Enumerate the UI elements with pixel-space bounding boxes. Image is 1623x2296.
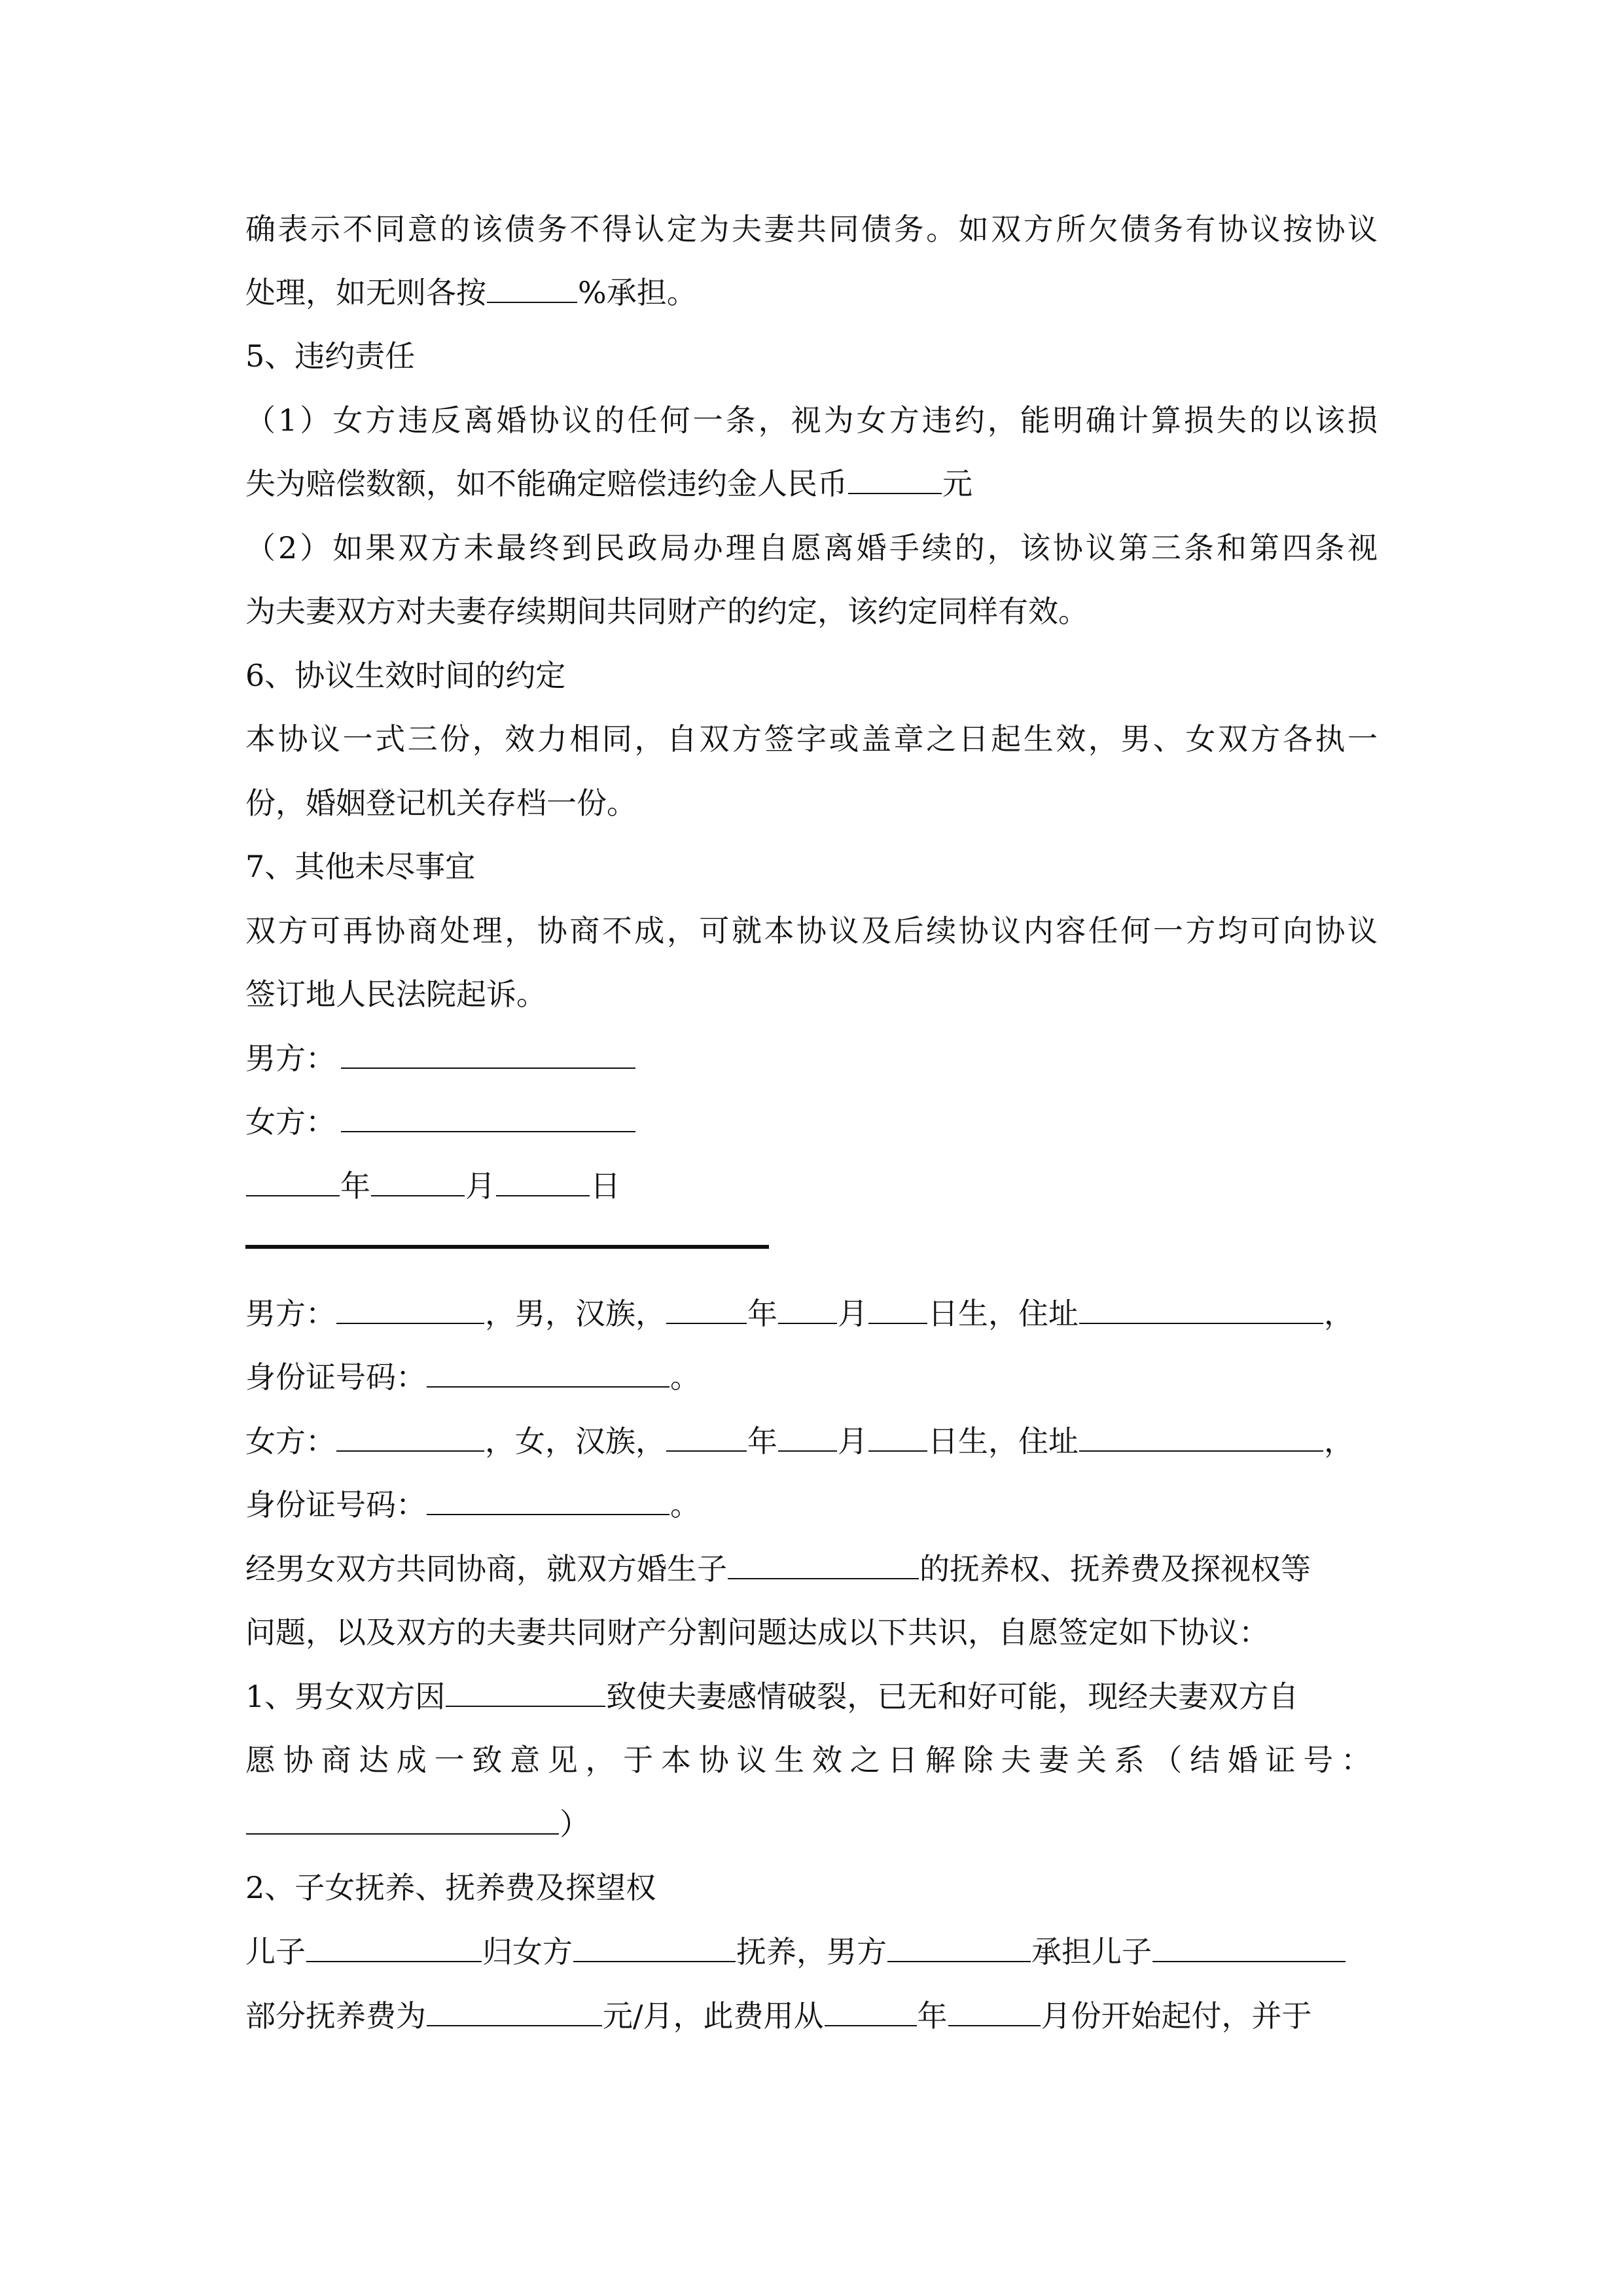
female-birth-month-blank[interactable] <box>778 1422 837 1452</box>
section-heading: 6、协议生效时间的约定 <box>245 658 566 693</box>
text-line: 双方可再协商处理，协商不成，可就本协议及后续协议内容任何一方均可向协议 <box>245 913 1378 948</box>
text: ， <box>1324 1296 1354 1331</box>
clause-2-line <box>245 1996 1312 2036</box>
male-id-row <box>245 1357 700 1397</box>
text: 年 <box>747 1296 777 1331</box>
year-blank[interactable] <box>246 1166 340 1196</box>
male-birth-month-blank[interactable] <box>778 1294 837 1324</box>
male-id-blank[interactable] <box>427 1357 669 1388</box>
text-line: （1）女方违反离婚协议的任何一条，视为女方违约，能明确计算损失的以该损 <box>245 403 1378 438</box>
text: 致使夫妻感情破裂，已无和好可能，现经夫妻双方自 <box>606 1679 1299 1714</box>
son-support-blank[interactable] <box>1152 1932 1346 1962</box>
female-birth-day-blank[interactable] <box>868 1422 927 1452</box>
son-name-blank[interactable] <box>306 1932 482 1962</box>
text: 承担儿子 <box>1031 1934 1152 1969</box>
text: ，男，汉族， <box>485 1296 666 1331</box>
intro-line <box>245 1549 1311 1588</box>
female-name-blank[interactable] <box>336 1422 484 1452</box>
text: 月 <box>838 1424 868 1459</box>
text-line: 为夫妻双方对夫妻存续期间共同财产的约定，该约定同样有效。 <box>245 594 1088 629</box>
text: 1、男女双方因 <box>245 1679 446 1714</box>
female-signature-row <box>245 1102 636 1141</box>
female-id-blank[interactable] <box>427 1485 669 1515</box>
male-birth-day-blank[interactable] <box>868 1294 927 1324</box>
day-label: 日 <box>590 1168 620 1204</box>
marriage-certificate-number-blank[interactable] <box>246 1804 559 1835</box>
male-payer-blank[interactable] <box>887 1932 1031 1962</box>
text-line: 份，婚姻登记机关存档一份。 <box>245 785 637 821</box>
male-signature-label: 男方： <box>245 1041 336 1076</box>
female-birth-year-blank[interactable] <box>666 1422 747 1452</box>
day-blank[interactable] <box>496 1166 590 1196</box>
female-info-row <box>245 1422 1354 1461</box>
text: 女方： <box>245 1424 336 1459</box>
text: 。 <box>670 1487 700 1522</box>
text: 月 <box>838 1296 868 1331</box>
text: 年 <box>747 1424 777 1459</box>
month-blank[interactable] <box>371 1166 465 1196</box>
text: 归女方 <box>482 1934 573 1969</box>
male-info-row <box>245 1294 1354 1333</box>
text: 部分抚养费为 <box>245 1998 426 2034</box>
text: 处理，如无则各按 <box>245 275 486 310</box>
start-month-blank[interactable] <box>948 1996 1041 2026</box>
start-year-blank[interactable] <box>825 1996 917 2026</box>
text: %承担。 <box>578 275 697 310</box>
child-name-blank[interactable] <box>728 1549 919 1579</box>
text-line: 签订地人民法院起诉。 <box>245 977 546 1012</box>
month-label: 月 <box>465 1168 495 1204</box>
signature-date-row <box>245 1166 620 1206</box>
female-signature-blank[interactable] <box>341 1102 635 1132</box>
text: 儿子 <box>245 1934 306 1969</box>
text: 身份证号码： <box>245 1487 426 1522</box>
percentage-blank[interactable] <box>487 273 577 303</box>
clause-1-line <box>245 1677 1298 1716</box>
section-heading: 2、子女抚养、抚养费及探望权 <box>245 1870 656 1905</box>
text-line: 本协议一式三份，效力相同，自双方签字或盖章之日起生效，男、女双方各执一 <box>245 721 1378 757</box>
text: 元/月，此费用从 <box>603 1998 824 2034</box>
text-line <box>245 464 972 503</box>
custodian-blank[interactable] <box>573 1932 736 1962</box>
text: ， <box>1324 1424 1354 1459</box>
text: 日生，住址 <box>928 1296 1079 1331</box>
text: 年 <box>917 1998 948 2034</box>
text: 失为赔偿数额，如不能确定赔偿违约金人民币 <box>245 466 847 501</box>
monthly-amount-blank[interactable] <box>427 1996 602 2026</box>
text: 抚养，男方 <box>736 1934 887 1969</box>
clause-1-line <box>245 1804 590 1844</box>
text: 。 <box>670 1359 700 1395</box>
text: 经男女双方共同协商，就双方婚生子 <box>245 1551 727 1587</box>
text: 日生，住址 <box>928 1424 1079 1459</box>
text: 身份证号码： <box>245 1359 426 1395</box>
text-line: 确表示不同意的该债务不得认定为夫妻共同债务。如双方所欠债务有协议按协议 <box>245 211 1378 247</box>
male-name-blank[interactable] <box>336 1294 484 1324</box>
clause-1-line: 愿协商达成一致意见，于本协议生效之日解除夫妻关系（结婚证号： <box>245 1742 1378 1778</box>
text: ） <box>560 1806 590 1842</box>
text-line <box>245 273 697 312</box>
year-label: 年 <box>340 1168 370 1204</box>
female-signature-label: 女方： <box>245 1104 336 1139</box>
female-id-row <box>245 1485 700 1524</box>
text: 元 <box>942 466 972 501</box>
section-heading: 7、其他未尽事宜 <box>245 849 476 884</box>
male-signature-row <box>245 1039 636 1078</box>
male-address-blank[interactable] <box>1079 1294 1323 1324</box>
penalty-amount-blank[interactable] <box>848 464 942 494</box>
text: 月份开始起付，并于 <box>1041 1998 1312 2034</box>
female-address-blank[interactable] <box>1079 1422 1323 1452</box>
intro-line: 问题，以及双方的夫妻共同财产分割问题达成以下共识，自愿签定如下协议： <box>245 1615 1269 1650</box>
section-heading: 5、违约责任 <box>245 338 416 374</box>
section-divider <box>245 1245 769 1249</box>
divorce-reason-blank[interactable] <box>446 1677 605 1707</box>
clause-2-line <box>245 1932 1346 1971</box>
male-birth-year-blank[interactable] <box>666 1294 747 1324</box>
text: 的抚养权、抚养费及探视权等 <box>919 1551 1311 1587</box>
text-line: （2）如果双方未最终到民政局办理自愿离婚手续的，该协议第三条和第四条视 <box>245 530 1378 565</box>
text: 男方： <box>245 1296 336 1331</box>
text: ，女，汉族， <box>485 1424 666 1459</box>
male-signature-blank[interactable] <box>341 1039 635 1069</box>
